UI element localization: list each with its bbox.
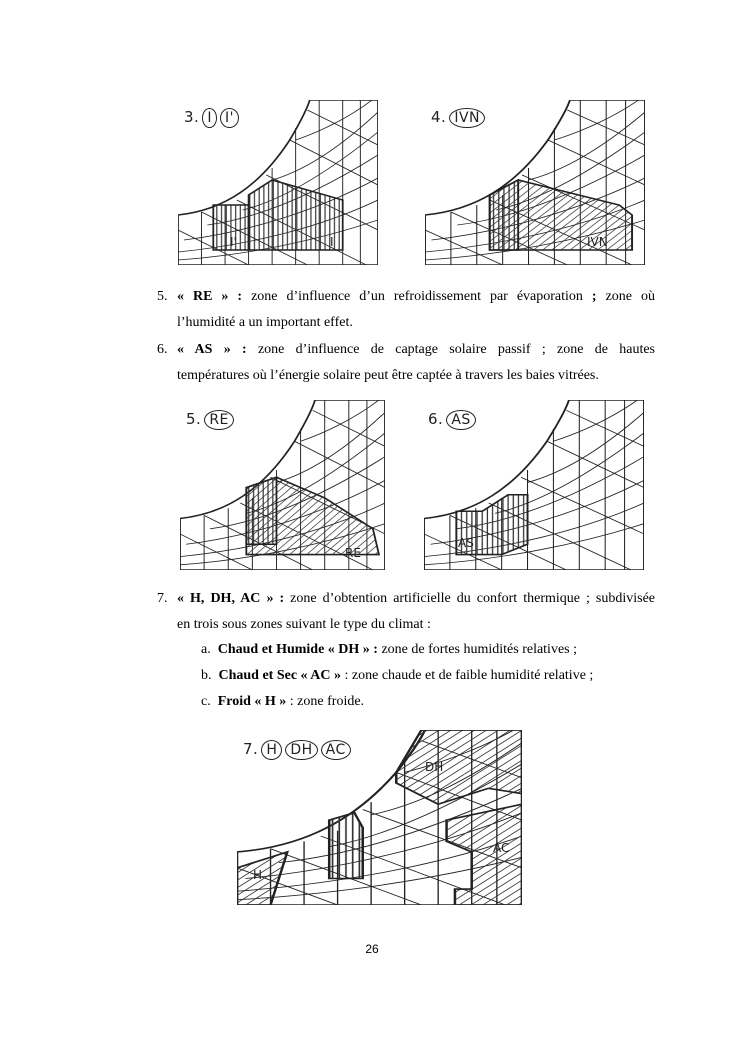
figure-6 xyxy=(424,400,644,570)
zone-circle-re: RE xyxy=(204,410,234,430)
item-7-term: « H, DH, AC » : xyxy=(177,591,285,606)
item-5-term: « RE » : xyxy=(177,289,243,304)
zone-label-h: H xyxy=(253,868,263,882)
item-6-term: « AS » : xyxy=(177,342,247,357)
zone-circle-h: H xyxy=(261,740,282,760)
zone-label-re: RE xyxy=(345,546,361,560)
page-number: 26 xyxy=(365,942,379,956)
zone-label-ivn: IVN xyxy=(587,235,608,249)
zone-circle-ivn: IVN xyxy=(449,108,485,128)
zone-circle-i: I xyxy=(202,108,217,128)
item-7-number: 7. xyxy=(157,591,168,606)
zone-label-i-prime: I' xyxy=(230,235,237,249)
zone-label-i: I xyxy=(330,235,334,249)
figure-3 xyxy=(178,100,378,265)
item-6-number: 6. xyxy=(157,342,168,357)
subitem-c: c. Froid « H » : zone froide. xyxy=(201,694,365,709)
zone-circle-i-prime: I' xyxy=(220,108,239,128)
zone-label-ac: AC xyxy=(493,841,510,855)
item-5-number: 5. xyxy=(157,289,168,304)
item-7-text: « H, DH, AC » : zone d’obtention artificielle du confort thermique ; subdivisée en trois sous zones suivant le type du climat : xyxy=(177,591,656,632)
figure-7 xyxy=(237,730,522,905)
figure-4 xyxy=(425,100,645,265)
zone-circle-ac: AC xyxy=(321,740,351,760)
item-6-text: « AS » : zone d’influence de captage solaire passif ; zone de hautes températures où l’énergie solaire peut être captée à travers les baies vitrées. xyxy=(177,342,655,383)
figure-5 xyxy=(180,400,385,570)
figure-6-label: 6. AS xyxy=(428,410,476,430)
zone-circle-as: AS xyxy=(446,410,475,430)
figure-4-label: 4. IVN xyxy=(431,108,485,128)
figure-7-label: 7. H DH AC xyxy=(243,740,351,760)
subitem-a: a. Chaud et Humide « DH » : zone de fortes humidités relatives ; xyxy=(201,642,578,657)
zone-circle-dh: DH xyxy=(285,740,317,760)
subitem-b: b. Chaud et Sec « AC » : zone chaude et de faible humidité relative ; xyxy=(201,668,594,683)
item-5-text: « RE » : zone d’influence d’un refroidissement par évaporation ; zone où l’humidité a un important effet. xyxy=(177,289,656,330)
zone-label-dh: DH xyxy=(425,760,444,774)
figure-5-label: 5. RE xyxy=(186,410,234,430)
zone-label-as: AS xyxy=(458,536,474,550)
figure-3-label: 3. I I' xyxy=(184,108,239,128)
